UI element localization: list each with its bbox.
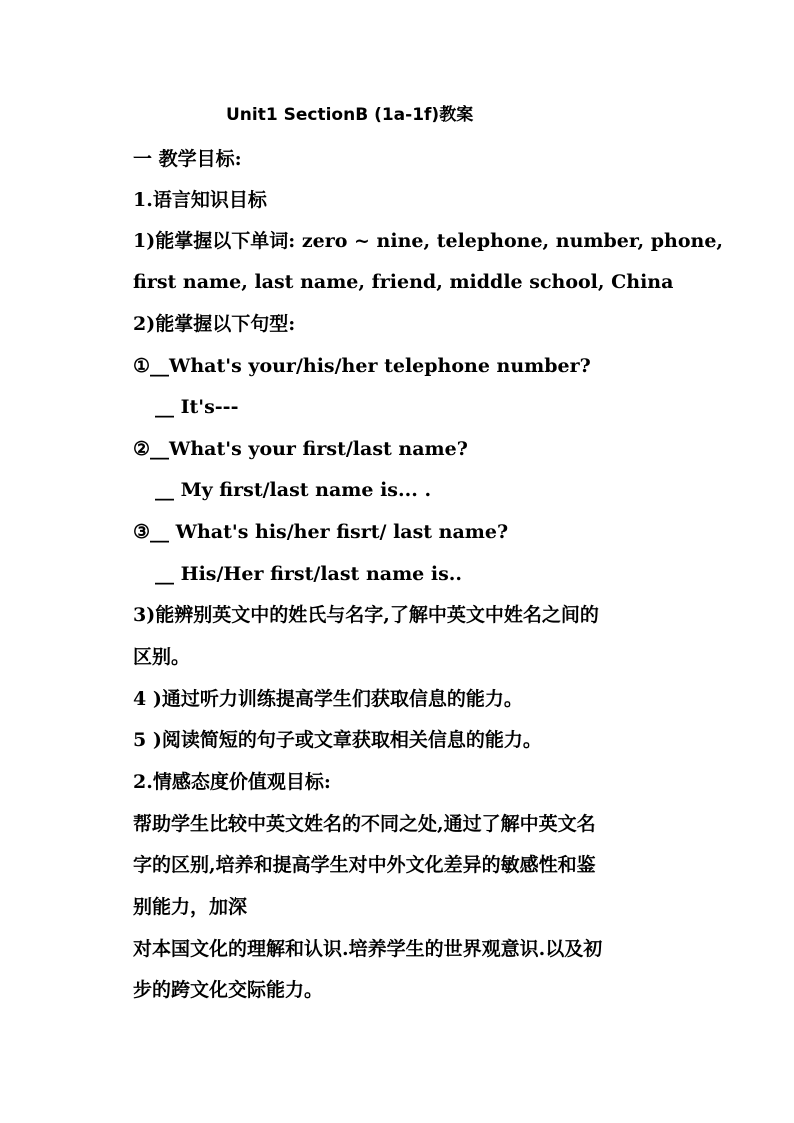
paragraph-line-culture-4: 对本国文化的理解和认识.培养学生的世界观意识.以及初 <box>133 938 603 960</box>
subheading-emotional-goals: 2.情感态度价值观目标: <box>133 771 331 793</box>
paragraph-line-vocabulary: 1)能掌握以下单词: zero ~ nine, telephone, number, phone, <box>133 230 724 252</box>
pattern-question-1: ①__What's your/his/her telephone number? <box>133 355 591 377</box>
paragraph-line-culture-1: 帮助学生比较中英文姓名的不同之处,通过了解中英文名 <box>133 813 596 835</box>
paragraph-line-culture-2: 字的区别,培养和提高学生对中外文化差异的敏感性和鉴 <box>133 854 596 876</box>
subheading-language-knowledge: 1.语言知识目标 <box>133 189 267 211</box>
paragraph-line-reading: 5 )阅读简短的句子或文章获取相关信息的能力。 <box>133 729 542 751</box>
pattern-question-3: ③__ What's his/her fisrt/ last name? <box>133 521 509 543</box>
pattern-answer-3: __ His/Her first/last name is.. <box>155 563 463 585</box>
pattern-answer-2: __ My first/last name is... . <box>155 479 432 501</box>
paragraph-line-names: 3)能辨别英文中的姓氏与名字,了解中英文中姓名之间的 <box>133 604 599 626</box>
document-title: Unit1 SectionB (1a-1f)教案 <box>226 105 474 125</box>
subheading-sentence-patterns: 2)能掌握以下句型: <box>133 313 296 335</box>
paragraph-line-culture-3: 别能力，加深 <box>133 896 248 918</box>
pattern-question-2: ②__What's your first/last name? <box>133 438 468 460</box>
paragraph-line-names-continued: 区别。 <box>133 646 191 668</box>
pattern-answer-1: __ It's--- <box>155 396 239 418</box>
paragraph-line-listening: 4 )通过听力训练提高学生们获取信息的能力。 <box>133 688 523 710</box>
paragraph-line-culture-5: 步的跨文化交际能力。 <box>133 979 324 1001</box>
section-heading-teaching-goals: 一 教学目标: <box>133 148 242 170</box>
paragraph-line-vocabulary-continued: first name, last name, friend, middle school, China <box>133 271 674 293</box>
